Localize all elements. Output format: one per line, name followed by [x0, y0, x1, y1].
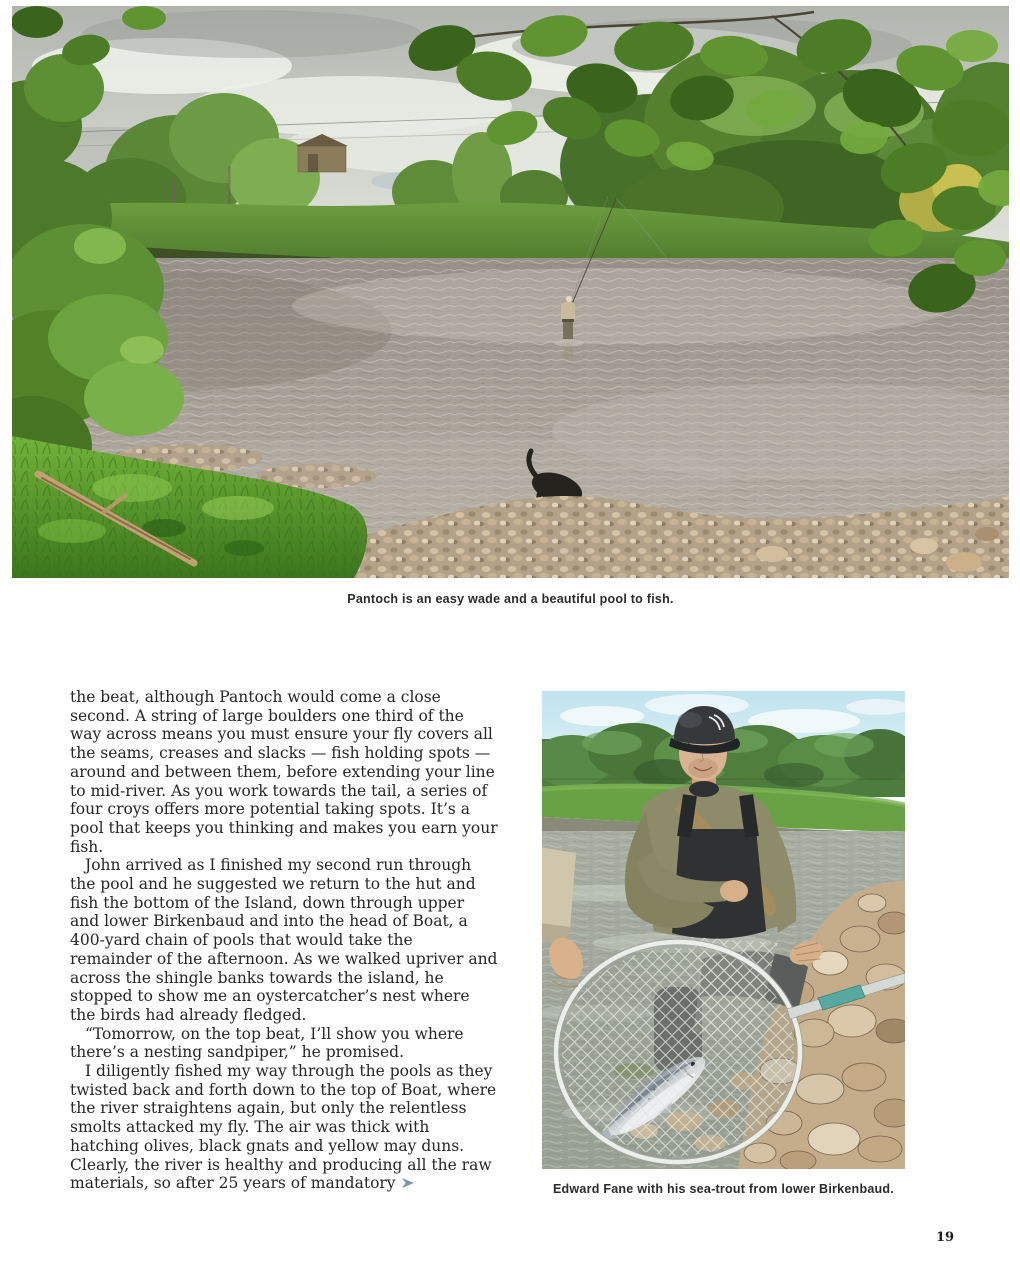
portrait-photo-caption: Edward Fane with his sea-trout from lower Birkenbaud.: [552, 1182, 895, 1196]
article-text-column: [70, 688, 498, 1193]
angler-waders: [563, 322, 573, 339]
collar: [689, 781, 719, 797]
right-fist: [720, 880, 748, 902]
article-paragraph: “Tomorrow, on the top beat, I’ll show you where there’s a nesting sandpiper,” he promised.: [70, 1024, 464, 1062]
angler-cap: [566, 296, 572, 302]
sea-trout-photo-figure: [542, 691, 905, 1196]
river-photo: [12, 6, 1009, 578]
continuation-arrow-icon: [401, 1177, 415, 1189]
article-paragraph: [70, 1062, 498, 1193]
article-paragraph: John arrived as I finished my second run through the pool and he suggested we return to the hut and fish the bottom of the Island, down through upper and lower Birkenbaud and into the head of Boat, a 400-yard chain of pools that would take the remainder of the afternoon. As we walked upriver and across the shingle banks towards the island, he stopped to show me an oystercatcher’s nest where the birds had already fledged.: [70, 856, 498, 1024]
article-paragraph-text: I diligently fished my way through the pools as they twisted back and forth down to the top of Boat, where the river straightens again, but only the relentless smolts attacked my fly. The air was thick with hatching olives, black gnats and yellow may duns. Clearly, the river is healthy and producing all the raw materials, so after 25 years of mandatory: [70, 1062, 497, 1193]
top-photo-caption: Pantoch is an easy wade and a beautiful pool to fish.: [347, 592, 674, 606]
article-paragraph: the beat, although Pantoch would come a close second. A string of large boulders one third of the way across means you must ensure your fly covers all the seams, creases and slacks — fish holding spots — around and between them, before extending your line to mid-river. As you work towards the tail, a series of four croys offers more potential taking spots. It’s a pool that keeps you thinking and makes you earn your fish.: [70, 688, 498, 856]
page-number: 19: [935, 1230, 955, 1245]
net-mesh: [562, 948, 794, 1156]
river-photo-figure: [12, 6, 1009, 606]
sea-trout-photo: [542, 691, 905, 1169]
